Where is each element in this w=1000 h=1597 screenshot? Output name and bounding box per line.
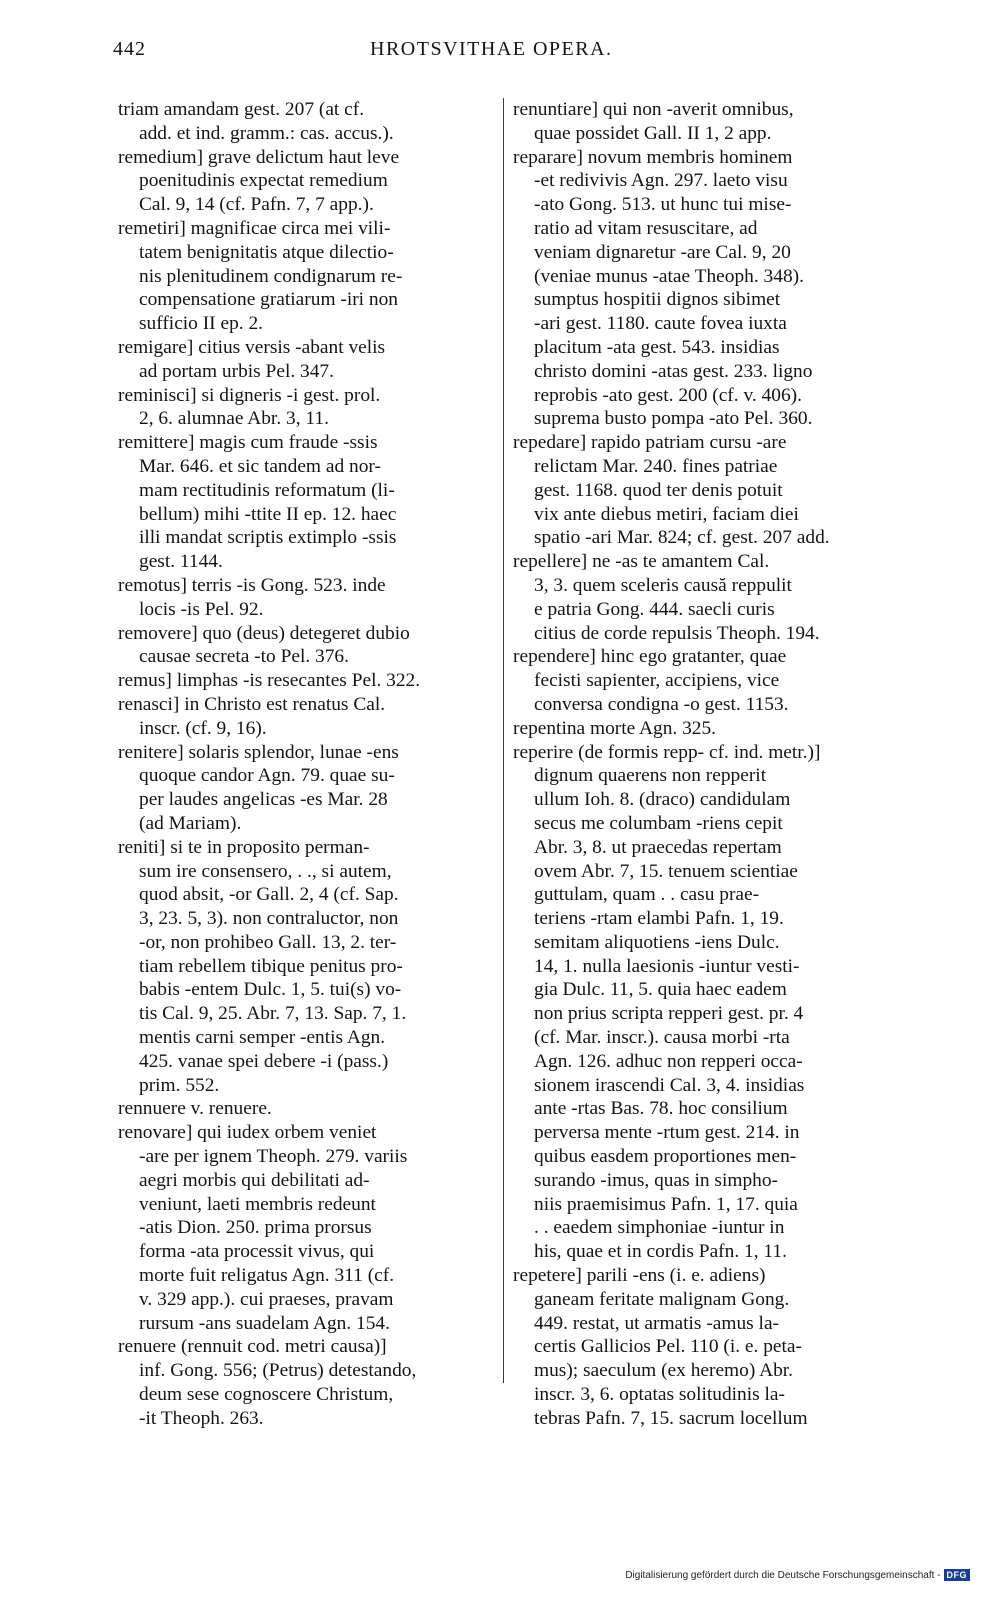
entry-line: gest. 1168. quod ter denis potuit [534,479,783,501]
entry-line: repellere] ne -as te amantem Cal. [513,551,770,573]
entry-line: ante -rtas Bas. 78. hoc consilium [534,1098,788,1120]
entry-line: quibus easdem proportiones men- [534,1146,797,1168]
entry-line: veniam dignaretur -are Cal. 9, 20 [534,241,791,263]
entry-line: tebras Pafn. 7, 15. sacrum locellum [534,1407,808,1429]
entry-line: forma -ata processit vivus, qui [139,1241,375,1263]
entry-line: gest. 1144. [139,551,223,573]
entry-line: mus); saeculum (ex heremo) Abr. [534,1360,794,1382]
entry-line: renasci] in Christo est renatus Cal. [118,693,386,715]
entry-line: relictam Mar. 240. fines patriae [534,455,778,477]
entry-line: e patria Gong. 444. saecli curis [534,598,775,620]
entry-line: surando -imus, quas in simpho- [534,1169,778,1191]
entry-line: perversa mente -rtum gest. 214. in [534,1122,800,1144]
entry-line: ratio ad vitam resuscitare, ad [534,217,758,239]
entry-line: aegri morbis qui debilitati ad- [139,1169,370,1191]
dictionary-entry [118,741,498,836]
entry-line: (ad Mariam). [139,812,242,834]
entry-line: dignum quaerens non repperit [534,765,767,787]
entry-line: secus me columbam -riens cepit [534,812,783,834]
entry-line: causae secreta -to Pel. 376. [139,646,349,668]
entry-line: ullum Ioh. 8. (draco) candidulam [534,789,791,811]
entry-line: babis -entem Dulc. 1, 5. tui(s) vo- [139,979,402,1001]
dictionary-entry [118,98,498,146]
column-divider [503,98,504,1383]
entry-line: Cal. 9, 14 (cf. Pafn. 7, 7 app.). [139,194,374,216]
dfg-logo: DFG [944,1569,971,1581]
dictionary-entry [513,431,893,550]
dictionary-entry [513,717,893,741]
entry-line: illi mandat scriptis extimplo -ssis [139,527,397,549]
entry-line: quod absit, -or Gall. 2, 4 (cf. Sap. [139,884,399,906]
entry-line: remotus] terris -is Gong. 523. inde [118,574,386,596]
entry-line: removere] quo (deus) detegeret dubio [118,622,410,644]
entry-line: locis -is Pel. 92. [139,598,264,620]
entry-line: spatio -ari Mar. 824; cf. gest. 207 add. [534,527,830,549]
entry-line: niis praemisimus Pafn. 1, 17. quia [534,1193,798,1215]
entry-line: -et redivivis Agn. 297. laeto visu [534,170,788,192]
digitization-credit: Digitalisierung gefördert durch die Deutsche Forschungsgemeinschaft - [625,1569,941,1581]
entry-line: quae possidet Gall. II 1, 2 app. [534,122,772,144]
entry-line: -ato Gong. 513. ut hunc tui mise- [534,194,792,216]
entry-line: renuntiare] qui non -averit omnibus, [513,99,794,120]
entry-line: inscr. (cf. 9, 16). [139,717,267,739]
entry-line: -are per ignem Theoph. 279. variis [139,1146,408,1168]
entry-line: Abr. 3, 8. ut praecedas repertam [534,836,782,858]
entry-line: remittere] magis cum fraude -ssis [118,432,378,454]
dictionary-entry [118,836,498,1098]
entry-line: repentina morte Agn. 325. [513,717,717,739]
entry-line: sumptus hospitii dignos sibimet [534,289,781,311]
dictionary-entry [118,1335,498,1430]
entry-line: mentis carni semper -entis Agn. [139,1027,386,1049]
entry-line: Agn. 126. adhuc non repperi occa- [534,1050,803,1072]
entry-line: remigare] citius versis -abant velis [118,336,386,358]
dictionary-entry [118,431,498,574]
entry-line: sum ire consensero, . ., si autem, [139,860,392,882]
entry-line: reprobis -ato gest. 200 (cf. v. 406). [534,384,802,406]
dictionary-entry [118,1121,498,1335]
entry-line: prim. 552. [139,1074,220,1096]
entry-line: reniti] si te in proposito perman- [118,836,370,858]
right-column [513,98,893,1431]
entry-line: Mar. 646. et sic tandem ad nor- [139,455,381,477]
entry-line: sufficio II ep. 2. [139,313,264,335]
entry-line: 3, 3. quem sceleris causă reppulit [534,574,792,596]
entry-line: compensatione gratiarum -iri non [139,289,398,311]
entry-line: ad portam urbis Pel. 347. [139,360,334,382]
dictionary-entry [118,336,498,384]
dictionary-entry [513,741,893,1265]
entry-line: semitam aliquotiens -iens Dulc. [534,931,780,953]
entry-line: inf. Gong. 556; (Petrus) detestando, [139,1360,417,1382]
entry-line: renuere (rennuit cod. metri causa)] [118,1336,387,1358]
entry-line: tiam rebellem tibique penitus pro- [139,955,403,977]
dictionary-entry [513,146,893,432]
entry-line: tatem benignitatis atque dilectio- [139,241,394,263]
entry-line: v. 329 app.). cui praeses, pravam [139,1288,394,1310]
entry-line: repetere] parili -ens (i. e. adiens) [513,1265,766,1287]
entry-line: remetiri] magnificae circa mei vili- [118,217,391,239]
entry-line: tis Cal. 9, 25. Abr. 7, 13. Sap. 7, 1. [139,1003,407,1025]
entry-line: 449. restat, ut armatis -amus la- [534,1312,780,1334]
entry-line: -ari gest. 1180. caute fovea iuxta [534,313,787,335]
entry-line: deum sese cognoscere Christum, [139,1384,394,1406]
entry-line: triam amandam gest. 207 (at cf. [118,99,365,120]
entry-line: rursum -ans suadelam Agn. 154. [139,1312,390,1334]
dictionary-entry [118,574,498,622]
dictionary-entry [118,217,498,336]
entry-line: gia Dulc. 11, 5. quia haec eadem [534,979,787,1001]
entry-line: ovem Abr. 7, 15. tenuem scientiae [534,860,798,882]
entry-line: 3, 23. 5, 3). non contraluctor, non [139,908,399,930]
dictionary-entry [118,669,498,693]
entry-line: fecisti sapienter, accipiens, vice [534,670,780,692]
dictionary-entry [118,622,498,670]
entry-line: 2, 6. alumnae Abr. 3, 11. [139,408,329,430]
entry-line: poenitudinis expectat remedium [139,170,388,192]
entry-line: his, quae et in cordis Pafn. 1, 11. [534,1241,787,1263]
entry-line: add. et ind. gramm.: cas. accus.). [139,122,394,144]
entry-line: (cf. Mar. inscr.). causa morbi -rta [534,1027,790,1049]
entry-line: vix ante diebus metiri, faciam diei [534,503,799,525]
entry-line: repedare] rapido patriam cursu -are [513,432,787,454]
page-header [113,38,893,68]
entry-line: -or, non prohibeo Gall. 13, 2. ter- [139,931,397,953]
entry-line: remedium] grave delictum haut leve [118,146,400,168]
entry-line: (veniae munus -atae Theoph. 348). [534,265,804,287]
entry-line: per laudes angelicas -es Mar. 28 [139,789,388,811]
dictionary-entry [513,1264,893,1431]
dictionary-entry [513,550,893,645]
entry-line: ganeam feritate malignam Gong. [534,1288,790,1310]
entry-line: remus] limphas -is resecantes Pel. 322. [118,670,421,692]
entry-line: morte fuit religatus Agn. 311 (cf. [139,1265,395,1287]
entry-line: non prius scripta repperi gest. pr. 4 [534,1003,804,1025]
entry-line: veniunt, laeti membris redeunt [139,1193,376,1215]
entry-line: reparare] novum membris hominem [513,146,793,168]
dictionary-entry [513,98,893,146]
entry-line: citius de corde repulsis Theoph. 194. [534,622,820,644]
entry-line: . . eaedem simphoniae -iuntur in [534,1217,785,1239]
left-column [118,98,498,1431]
entry-line: 425. vanae spei debere -i (pass.) [139,1050,389,1072]
dictionary-entry [513,645,893,716]
entry-line: sionem irascendi Cal. 3, 4. insidias [534,1074,805,1096]
running-head: HROTSVITHAE OPERA. [370,38,613,60]
entry-line: reperire (de formis repp- cf. ind. metr.)] [513,741,821,763]
entry-line: placitum -ata gest. 543. insidias [534,336,780,358]
entry-line: suprema busto pompa -ato Pel. 360. [534,408,813,430]
dictionary-entry [118,384,498,432]
entry-line: inscr. 3, 6. optatas solitudinis la- [534,1384,785,1406]
entry-line: bellum) mihi -ttite II ep. 12. haec [139,503,397,525]
dictionary-entry [118,146,498,217]
entry-line: teriens -rtam elambi Pafn. 1, 19. [534,908,784,930]
entry-line: rennuere v. renuere. [118,1098,272,1120]
entry-line: -atis Dion. 250. prima prorsus [139,1217,372,1239]
entry-line: certis Gallicios Pel. 110 (i. e. peta- [534,1336,802,1358]
entry-line: nis plenitudinem condignarum re- [139,265,403,287]
entry-line: rependere] hinc ego gratanter, quae [513,646,787,668]
entry-line: -it Theoph. 263. [139,1407,264,1429]
entry-line: 14, 1. nulla laesionis -iuntur vesti- [534,955,800,977]
entry-line: renitere] solaris splendor, lunae -ens [118,741,399,763]
entry-line: christo domini -atas gest. 233. ligno [534,360,813,382]
entry-line: quoque candor Agn. 79. quae su- [139,765,395,787]
entry-line: guttulam, quam . . casu prae- [534,884,760,906]
entry-line: conversa condigna -o gest. 1153. [534,693,789,715]
entry-line: renovare] qui iudex orbem veniet [118,1122,377,1144]
entry-line: reminisci] si digneris -i gest. prol. [118,384,381,406]
dictionary-entry [118,693,498,741]
page-number: 442 [113,38,146,60]
dictionary-entry [118,1097,498,1121]
footer [625,1569,970,1581]
entry-line: mam rectitudinis reformatum (li- [139,479,395,501]
